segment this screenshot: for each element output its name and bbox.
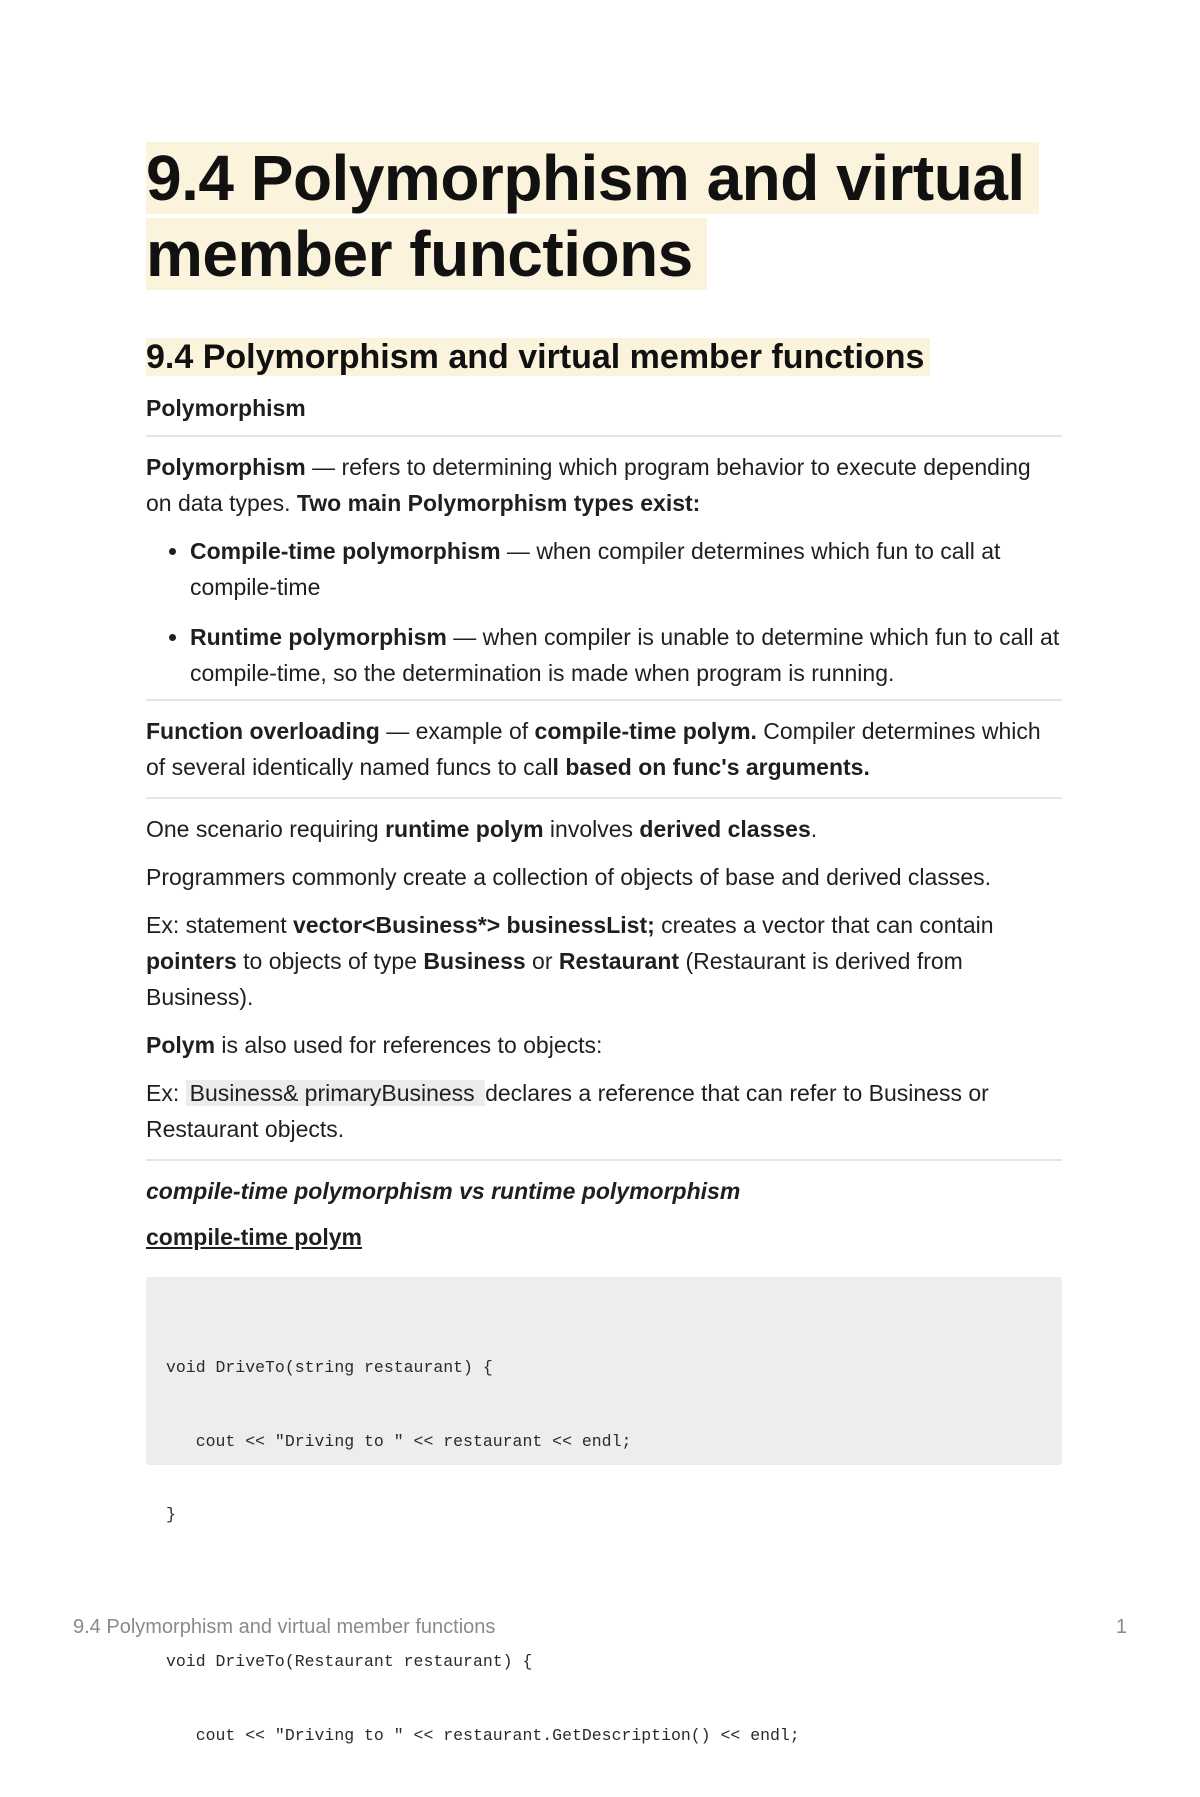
code-line: cout << "Driving to " << restaurant.GetDescription() << endl; [166,1725,800,1745]
divider [146,1159,1062,1161]
code-line: void DriveTo(string restaurant) { [166,1358,493,1377]
subheading-polymorphism: Polymorphism [146,395,306,421]
code-line [166,1577,1042,1602]
comparison-heading: compile-time polymorphism vs runtime polymorphism [146,1178,741,1204]
document-page [146,140,1062,1745]
paragraph-vector-example: Ex: statement vector<Business*> businessList; creates a vector that can contain pointers to objects of type Business or Restaurant (Restaurant is derived from Business). [146,912,994,1010]
paragraph-scenario: One scenario requiring runtime polym involves derived classes. [146,816,818,842]
paragraph-definition: Polymorphism — refers to determining which program behavior to execute depending on data types. Two main Polymorphism types exist: [146,454,1031,516]
paragraph-function-overloading: Function overloading — example of compile-time polym. Compiler determines which of several identically named funcs to call based on func's arguments. [146,718,1041,780]
section-heading: 9.4 Polymorphism and virtual member functions [146,334,1062,380]
list-item: • Runtime polymorphism — when compiler is unable to determine which fun to call at compile-time, so the determination is made when program is running. [190,619,1062,691]
paragraph-collection: Programmers commonly create a collection of objects of base and derived classes. [146,864,992,890]
footer-title: 9.4 Polymorphism and virtual member functions [73,1616,496,1638]
polymorphism-types-list [146,533,1062,691]
divider [146,435,1062,437]
divider [146,699,1062,701]
page-title [146,140,1062,292]
title-line-2: member functions [146,218,707,290]
page-number: 1 [1115,1616,1127,1638]
compile-time-heading: compile-time polym [146,1224,362,1250]
code-line: cout << "Driving to " << restaurant << endl; [166,1431,632,1451]
inline-code: Business& primaryBusiness [186,1080,485,1106]
code-line: void DriveTo(Restaurant restaurant) { [166,1652,533,1671]
title-line-1: 9.4 Polymorphism and virtual [146,142,1039,214]
divider [146,797,1062,799]
list-item: • Compile-time polymorphism — when compiler determines which fun to call at compile-time [190,533,1062,605]
paragraph-reference-example: Ex: Business& primaryBusiness declares a reference that can refer to Business or Restaurant objects. [146,1080,989,1142]
code-line: } [166,1505,176,1524]
paragraph-references: Polym is also used for references to objects: [146,1032,603,1058]
